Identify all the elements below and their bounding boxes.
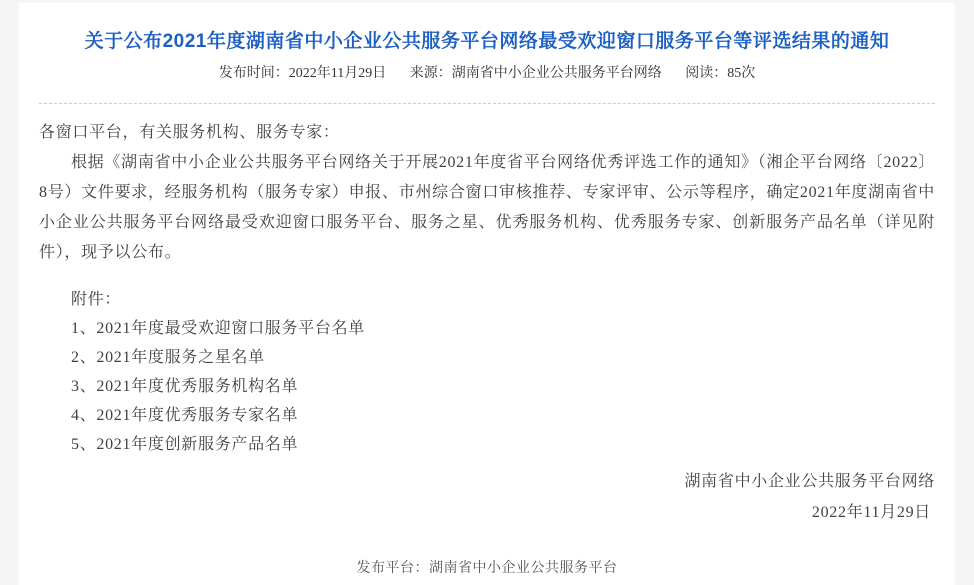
signature-block [39,467,935,529]
salutation-line: 各窗口平台，有关服务机构、服务专家： [39,124,340,141]
attachment-item: 4、2021年度优秀服务专家名单 [71,407,299,424]
meta-source: 来源：湖南省中小企业公共服务平台网络 [409,66,662,81]
signature-date: 2022年11月29日 [811,504,931,521]
attachment-item: 5、2021年度创新服务产品名单 [71,436,299,453]
article-meta [39,65,935,83]
article-body [39,104,935,579]
article-page [19,3,955,585]
signature-organization: 湖南省中小企业公共服务平台网络 [684,473,935,490]
attachment-item: 2、2021年度服务之星名单 [71,349,265,366]
attachment-item: 1、2021年度最受欢迎窗口服务平台名单 [71,320,366,337]
body-paragraph: 根据《湖南省中小企业公共服务平台网络关于开展2021年度省平台网络优秀评选工作的通知》（湘企平台网络〔2022〕8号）文件要求，经服务机构（服务专家）申报、市州综合窗口审核推荐、专家评审、公示等程序，确定2021年度湖南省中小企业公共服务平台网络最受欢迎窗口服务平台、服务之星、优秀服务机构、优秀服务专家、创新服务产品名单（详见附件），现予以公布。 [39,154,935,261]
attachments-heading: 附件： [71,291,122,308]
publish-platform-footer: 发布平台：湖南省中小企业公共服务平台 [356,561,618,576]
meta-publish-time: 发布时间：2022年11月29日 [218,66,387,81]
page-title: 关于公布2021年度湖南省中小企业公共服务平台网络最受欢迎窗口服务平台等评选结果的通知 [84,31,890,52]
attachment-item: 3、2021年度优秀服务机构名单 [71,378,299,395]
meta-views: 阅读：85次 [685,66,756,81]
attachments-section [39,285,935,459]
